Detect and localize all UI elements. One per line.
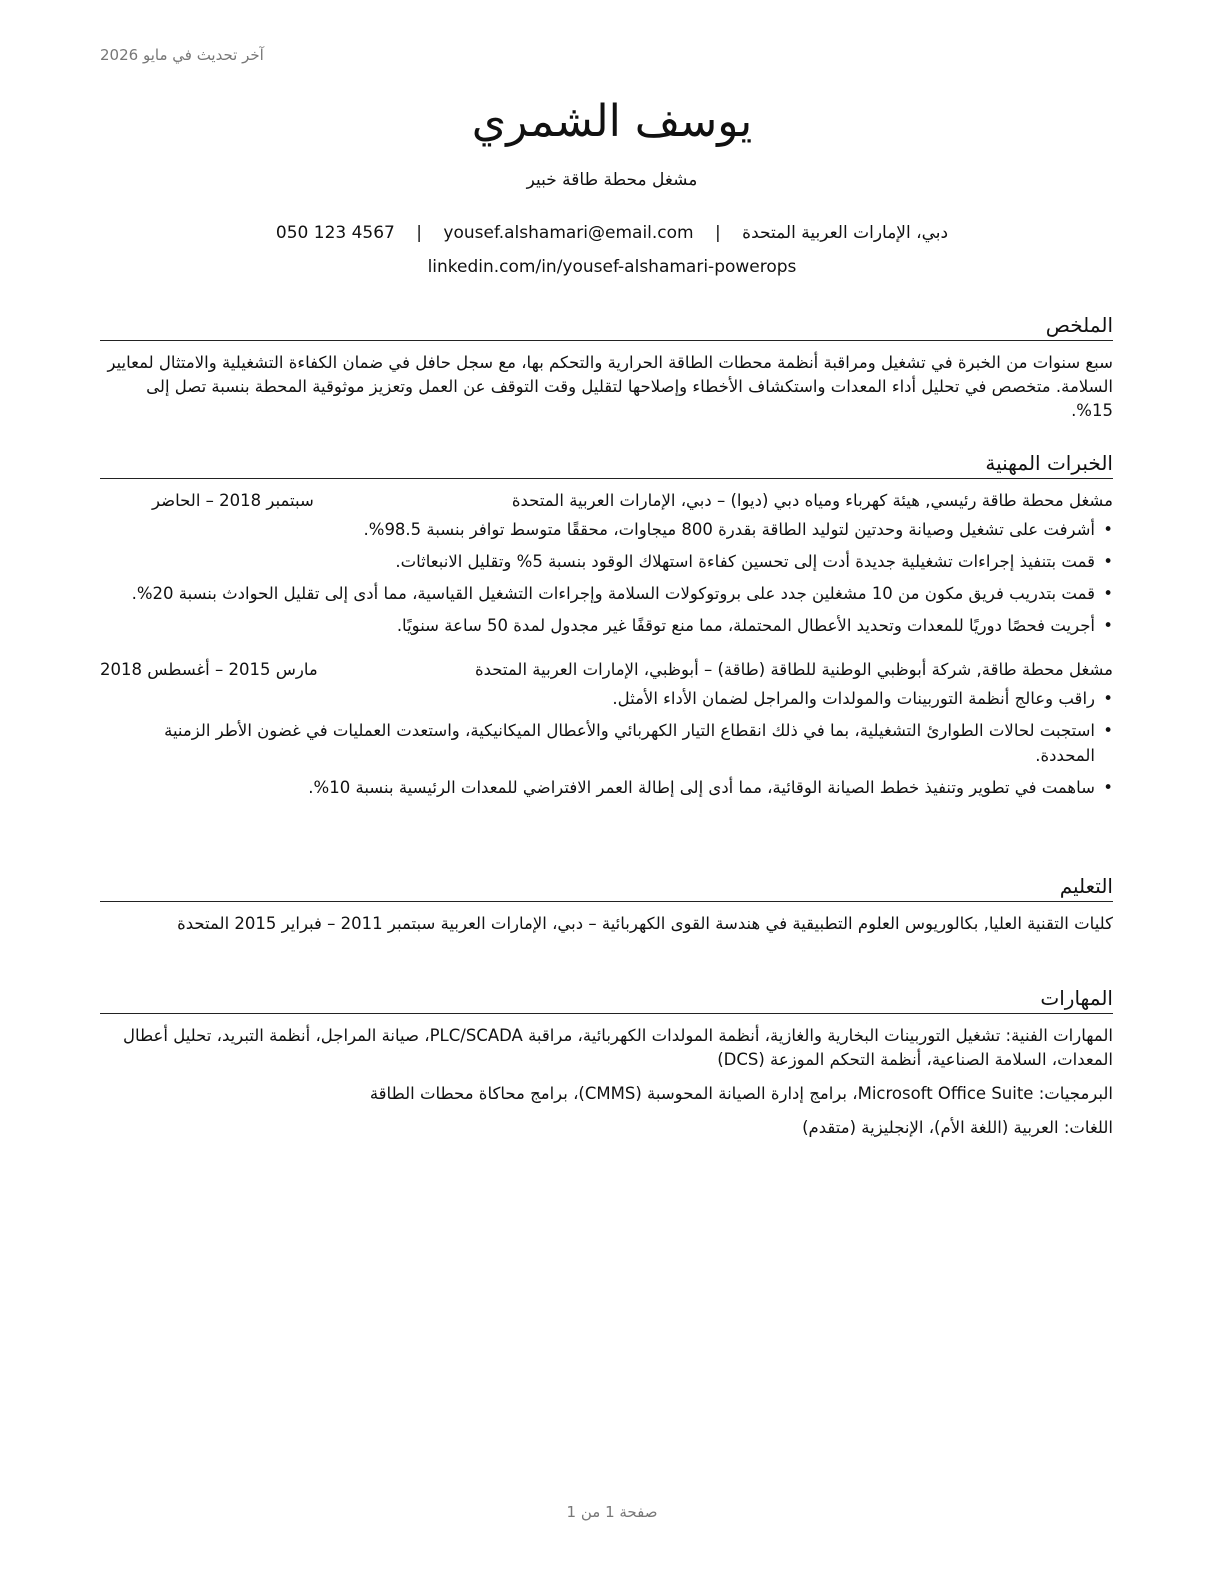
linkedin-link[interactable]: linkedin.com/in/yousef-alshamari-powerops <box>427 257 797 277</box>
job-date: مارس 2015 – أغسطس 2018 <box>100 660 318 679</box>
section-title-education: التعليم <box>100 873 1113 902</box>
contact-separator: | <box>715 223 721 243</box>
job-entry <box>100 658 1113 800</box>
section-title-skills: المهارات <box>100 985 1113 1014</box>
job-title: مشغل محطة طاقة, شركة أبوظبي الوطنية للطاقة (طاقة) – أبوظبي، الإمارات العربية المتحدة <box>474 660 1113 679</box>
skills-section <box>100 985 1113 1150</box>
last-updated: آخر تحديث في مايو 2026 <box>100 46 264 64</box>
education-section <box>100 873 1113 936</box>
section-title-summary: الملخص <box>100 312 1113 341</box>
contact-separator: | <box>416 223 423 243</box>
skills-languages: اللغات: العربية (اللغة الأم)، الإنجليزية (متقدم) <box>802 1118 1113 1137</box>
job-header <box>100 658 1113 682</box>
candidate-name: يوسف الشمري <box>471 96 753 147</box>
job-entry <box>100 489 1113 638</box>
bullet-item: • أجريت فحصًا دوريًا للمعدات وتحديد الأعطال المحتملة، مما منع توقفًا غير مجدول لمدة 50 ساعة سنويًا. <box>100 613 1113 638</box>
job-title: مشغل محطة طاقة رئيسي, هيئة كهرباء ومياه دبي (ديوا) – دبي، الإمارات العربية المتحدة <box>511 491 1113 510</box>
summary-text: سبع سنوات من الخبرة في تشغيل ومراقبة أنظمة محطات الطاقة الحرارية والتحكم بها، مع سجل حافل في ضمان الكفاءة التشغيلية والامتثال لمعايير السلامة. متخصص في تحليل أداء المعدات واستكشاف الأخطاء وإصلاحها لتقليل وقت التوقف عن العمل وتعزيز موثوقية المحطة بنسبة تصل إلى 15%. <box>107 353 1113 420</box>
bullet-item: • قمت بتنفيذ إجراءات تشغيلية جديدة أدت إلى تحسين كفاءة استهلاك الوقود بنسبة 5% وتقليل الانبعاثات. <box>100 549 1113 574</box>
contact-location: دبي، الإمارات العربية المتحدة <box>742 223 949 243</box>
section-title-experience: الخبرات المهنية <box>100 450 1113 479</box>
bullet-item: • أشرفت على تشغيل وصيانة وحدتين لتوليد الطاقة بقدرة 800 ميجاوات، محققًا متوسط توافر بنسبة 98.5%. <box>100 517 1113 542</box>
skills-technical: المهارات الفنية: تشغيل التوربينات البخارية والغازية، أنظمة المولدات الكهربائية، مراقبة PLC/SCADA، صيانة المراجل، أنظمة التبريد، تحليل أعطال المعدات، السلامة الصناعية، أنظمة التحكم الموزعة (DCS) <box>122 1026 1113 1069</box>
page-number: صفحة 1 من 1 <box>566 1503 658 1521</box>
skills-software: البرمجيات: Microsoft Office Suite، برامج إدارة الصيانة المحوسبة (CMMS)، برامج محاكاة محطات الطاقة <box>369 1084 1113 1103</box>
job-subtitle: مشغل محطة طاقة خبير <box>526 170 698 190</box>
experience-section <box>100 450 1113 807</box>
bullet-item: • ساهمت في تطوير وتنفيذ خطط الصيانة الوقائية، مما أدى إلى إطالة العمر الافتراضي للمعدات الرئيسية بنسبة 10%. <box>100 775 1113 800</box>
bullet-item: • استجبت لحالات الطوارئ التشغيلية، بما في ذلك انقطاع التيار الكهربائي والأعطال الميكانيكية، واستعدت العمليات في غضون الأطر الزمنية المحددة. <box>100 718 1113 768</box>
bullet-item: • قمت بتدريب فريق مكون من 10 مشغلين جدد على بروتوكولات السلامة وإجراءات التشغيل القياسية، مما أدى إلى تقليل الحوادث بنسبة 20%. <box>100 581 1113 606</box>
job-bullets <box>100 517 1113 638</box>
summary-section <box>100 312 1113 423</box>
job-header <box>100 489 1113 513</box>
education-text: كليات التقنية العليا, بكالوريوس العلوم التطبيقية في هندسة القوى الكهربائية – دبي، الإمارات العربية سبتمبر 2011 – فبراير 2015 المتحدة <box>177 914 1113 933</box>
bullet-item: • راقب وعالج أنظمة التوربينات والمولدات والمراجل لضمان الأداء الأمثل. <box>100 686 1113 711</box>
contact-phone: 050 123 4567 <box>275 223 395 243</box>
job-date: سبتمبر 2018 – الحاضر <box>152 491 314 510</box>
contact-line <box>0 223 1224 243</box>
contact-email[interactable]: yousef.alshamari@email.com <box>443 223 694 243</box>
job-bullets <box>100 686 1113 800</box>
